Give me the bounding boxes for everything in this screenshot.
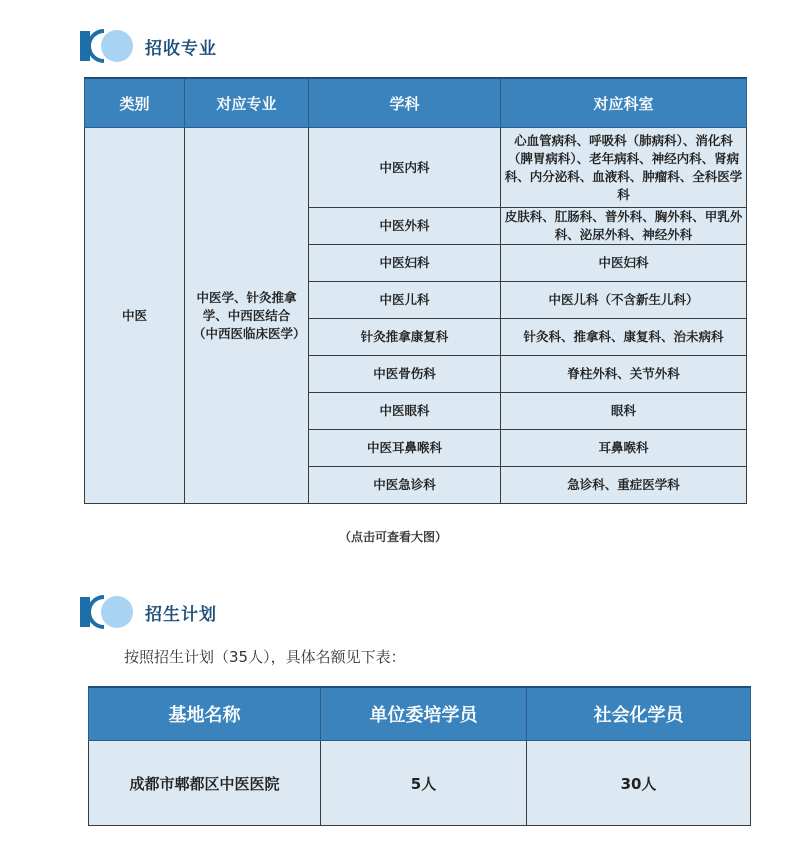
subject-cell: 中医内科 xyxy=(309,128,501,208)
base-name-cell: 成都市郫都区中医医院 xyxy=(89,741,321,826)
department-cell: 皮肤科、肛肠科、普外科、胸外科、甲乳外科、泌尿外科、神经外科 xyxy=(501,208,747,245)
subject-cell: 针灸推拿康复科 xyxy=(309,319,501,356)
majors-table[interactable] xyxy=(84,77,747,504)
department-cell: 中医妇科 xyxy=(501,245,747,282)
department-cell: 针灸科、推拿科、康复科、治未病科 xyxy=(501,319,747,356)
subject-cell: 中医妇科 xyxy=(309,245,501,282)
header-category: 类别 xyxy=(85,78,185,128)
table-row xyxy=(85,128,747,208)
header-major: 对应专业 xyxy=(185,78,309,128)
department-cell: 眼科 xyxy=(501,393,747,430)
heading-dot-icon xyxy=(101,596,133,628)
subject-cell: 中医耳鼻喉科 xyxy=(309,430,501,467)
table-row xyxy=(89,741,751,826)
header-subject: 学科 xyxy=(309,78,501,128)
header-commissioned-trainees: 单位委培学员 xyxy=(321,687,527,741)
section-title: 招收专业 xyxy=(145,38,217,59)
department-cell: 耳鼻喉科 xyxy=(501,430,747,467)
subject-cell: 中医外科 xyxy=(309,208,501,245)
section-heading-plan xyxy=(80,597,217,627)
heading-dot-icon xyxy=(101,30,133,62)
department-cell: 心血管病科、呼吸科（肺病科）、消化科（脾胃病科）、老年病科、神经内科、肾病科、内分泌科、血液科、肿瘤科、全科医学科 xyxy=(501,128,747,208)
subject-cell: 中医眼科 xyxy=(309,393,501,430)
subject-cell: 中医儿科 xyxy=(309,282,501,319)
subject-cell: 中医急诊科 xyxy=(309,467,501,504)
table-header-row xyxy=(89,687,751,741)
view-large-image-link[interactable]: （点击可查看大图） xyxy=(338,530,447,544)
category-cell: 中医 xyxy=(85,128,185,504)
header-base-name: 基地名称 xyxy=(89,687,321,741)
table-header-row xyxy=(85,78,747,128)
plan-intro-text: 按照招生计划（35人），具体名额见下表： xyxy=(124,648,406,666)
section-heading-majors xyxy=(80,31,217,61)
subject-cell: 中医骨伤科 xyxy=(309,356,501,393)
department-cell: 脊柱外科、关节外科 xyxy=(501,356,747,393)
department-cell: 中医儿科（不含新生儿科） xyxy=(501,282,747,319)
section-title: 招生计划 xyxy=(145,604,217,625)
department-cell: 急诊科、重症医学科 xyxy=(501,467,747,504)
header-social-trainees: 社会化学员 xyxy=(527,687,751,741)
header-department: 对应科室 xyxy=(501,78,747,128)
majors-cell: 中医学、针灸推拿学、中西医结合（中西医临床医学） xyxy=(185,128,309,504)
enrollment-plan-table xyxy=(88,686,751,826)
social-count-cell: 30人 xyxy=(527,741,751,826)
commissioned-count-cell: 5人 xyxy=(321,741,527,826)
